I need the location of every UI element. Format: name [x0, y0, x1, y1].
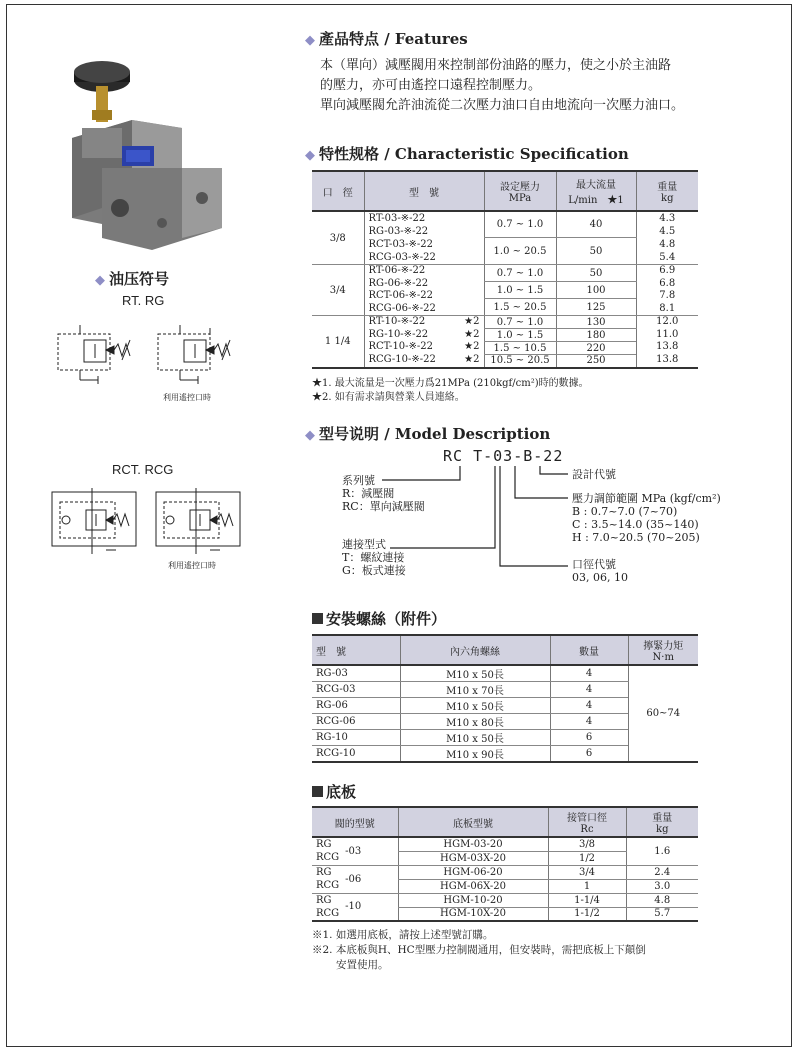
- base-col-plate: 底板型號: [398, 807, 548, 837]
- features-title: ◆ 產品特点 / Features: [305, 30, 468, 48]
- spec-models: RT-10-※-22 ★2 RG-10-※-22 ★2 RCT-10-※-22 ★2 RCG-10-※-22 ★2: [364, 316, 484, 368]
- table-row: RG RCG -06 HGM-06-20 3/4 2.4: [312, 865, 698, 879]
- base-table: [312, 806, 698, 922]
- spec-weights: 12.0 11.0 13.8 13.8: [636, 316, 698, 368]
- spec-flow: 220: [556, 342, 636, 355]
- spec-flow: 50: [556, 238, 636, 265]
- bolts-col-screw: 內六角螺絲: [400, 635, 550, 665]
- spec-title: ◆ 特性规格 / Characteristic Specification: [305, 145, 629, 163]
- spec-pressure: 1.0 ~ 1.5: [484, 282, 556, 299]
- spec-flow: 250: [556, 355, 636, 368]
- bolts-col-torque: 擰緊力矩 N·m: [628, 635, 698, 665]
- symbol-rt-rg-remote: [158, 325, 230, 384]
- table-row: HGM-06X-20 1 3.0: [312, 879, 698, 893]
- spec-models: RT-03-※-22 RG-03-※-22 RCT-03-※-22 RCG-03-※-22: [364, 211, 484, 265]
- base-col-valve: 閥的型號: [312, 807, 398, 837]
- symbol-rt-rg: [50, 320, 250, 390]
- spec-pressure: 0.7 ~ 1.0: [484, 211, 556, 238]
- spec-models: RT-06-※-22 RG-06-※-22 RCT-06-※-22 RCG-06-※-22: [364, 265, 484, 316]
- bolts-title: 安裝螺絲（附件）: [312, 608, 446, 629]
- table-row: RCG-10 M10 x 90長 6: [312, 746, 698, 763]
- table-row: [312, 265, 698, 282]
- spec-bore: 3/4: [312, 265, 364, 316]
- base-notes: ※1. 如選用底板，請按上述型號訂購。 ※2. 本底板與H、HC型壓力控制閥通用，但安裝時，需把底板上下顛倒 安置使用。: [312, 929, 646, 971]
- model-right-design: 設計代號: [572, 468, 616, 481]
- bolts-torque: 60~74: [628, 665, 698, 762]
- symbol-group2-label: RCT. RCG: [112, 462, 174, 477]
- table-row: RCG-06 M10 x 80長 4: [312, 714, 698, 730]
- table-row: RG RCG -10 HGM-10-20 1-1/4 4.8: [312, 893, 698, 907]
- spec-bore: 1 1/4: [312, 316, 364, 368]
- spec-pressure: 1.0 ~ 1.5: [484, 329, 556, 342]
- spec-col-model: 型 號: [364, 171, 484, 211]
- bolts-col-qty: 數量: [550, 635, 628, 665]
- table-row: RG-03 M10 x 50長 4 60~74: [312, 665, 698, 682]
- spec-weights: 4.3 4.5 4.8 5.4: [636, 211, 698, 265]
- symbol-rct-rcg-plain: [52, 488, 136, 554]
- spec-pressure: 0.7 ~ 1.0: [484, 316, 556, 329]
- spec-pressure: 0.7 ~ 1.0: [484, 265, 556, 282]
- spec-pressure: 1.0 ~ 20.5: [484, 238, 556, 265]
- spec-pressure: 1.5 ~ 20.5: [484, 299, 556, 316]
- model-desc-title: ◆ 型号说明 / Model Description: [305, 425, 551, 443]
- table-row: RG-10 M10 x 50長 6: [312, 730, 698, 746]
- model-right-bore: 口徑代號 03, 06, 10: [572, 558, 628, 584]
- table-row: RCG-03 M10 x 70長 4: [312, 682, 698, 698]
- table-row: HGM-10X-20 1-1/2 5.7: [312, 907, 698, 921]
- symbol-group1-label: RT. RG: [122, 293, 165, 308]
- spec-flow: 40: [556, 211, 636, 238]
- spec-col-bore: 口 徑: [312, 171, 364, 211]
- model-right-range: 壓力調節範圍 MPa (kgf/cm²) B : 0.7~7.0 (7~70) C : 3.5~14.0 (35~140) H : 7.0~20.5 (70~205): [572, 492, 721, 544]
- features-text: 本（單向）減壓閥用來控制部份油路的壓力，使之小於主油路 的壓力，亦可由遙控口遠程控制壓力。 單向減壓閥允許油流從二次壓力油口自由地流向一次壓力油口。: [320, 58, 685, 113]
- spec-flow: 180: [556, 329, 636, 342]
- model-left-series: 系列號 R：減壓閥 RC：單向減壓閥: [342, 474, 425, 513]
- symbol-rct-rcg: [50, 488, 250, 558]
- spec-table: [312, 170, 698, 369]
- spec-bore: 3/8: [312, 211, 364, 265]
- model-left-conn: 連接型式 T：螺紋連接 G：板式連接: [342, 538, 406, 577]
- table-row: RG-06 M10 x 50長 4: [312, 698, 698, 714]
- spec-col-pressure: 設定壓力 MPa: [484, 171, 556, 211]
- table-row: [312, 211, 698, 238]
- bolts-table: [312, 634, 698, 763]
- spec-flow: 100: [556, 282, 636, 299]
- remote-caption-2: 利用遙控口時: [168, 561, 216, 570]
- symbol-rct-rcg-remote: [156, 488, 240, 554]
- base-col-port: 接管口徑 Rc: [548, 807, 626, 837]
- bolts-col-model: 型 號: [312, 635, 400, 665]
- spec-pressure: 1.5 ~ 10.5: [484, 342, 556, 355]
- spec-notes: ★1. 最大流量是一次壓力爲21MPa (210kgf/cm²)時的數據。 ★2. 如有需求請與營業人員連絡。: [312, 378, 589, 403]
- base-col-weight: 重量 kg: [626, 807, 698, 837]
- base-title: 底板: [312, 781, 356, 802]
- model-code: RC T-03-B-22: [443, 447, 564, 465]
- symbol-rt-rg-plain: [58, 325, 130, 384]
- spec-flow: 50: [556, 265, 636, 282]
- spec-flow: 125: [556, 299, 636, 316]
- table-row: [312, 316, 698, 329]
- table-row: RG RCG -03 HGM-03-20 3/8 1.6: [312, 837, 698, 851]
- spec-flow: 130: [556, 316, 636, 329]
- spec-weights: 6.9 6.8 7.8 8.1: [636, 265, 698, 316]
- valve-photo: [62, 58, 230, 258]
- spec-col-flow: 最大流量 L/min ★1: [556, 171, 636, 211]
- table-row: HGM-03X-20 1/2: [312, 851, 698, 865]
- spec-pressure: 10.5 ~ 20.5: [484, 355, 556, 368]
- remote-caption-1: 利用遙控口時: [163, 393, 211, 402]
- symbols-title: ◆ 油压符号: [95, 270, 170, 288]
- spec-col-weight: 重量 kg: [636, 171, 698, 211]
